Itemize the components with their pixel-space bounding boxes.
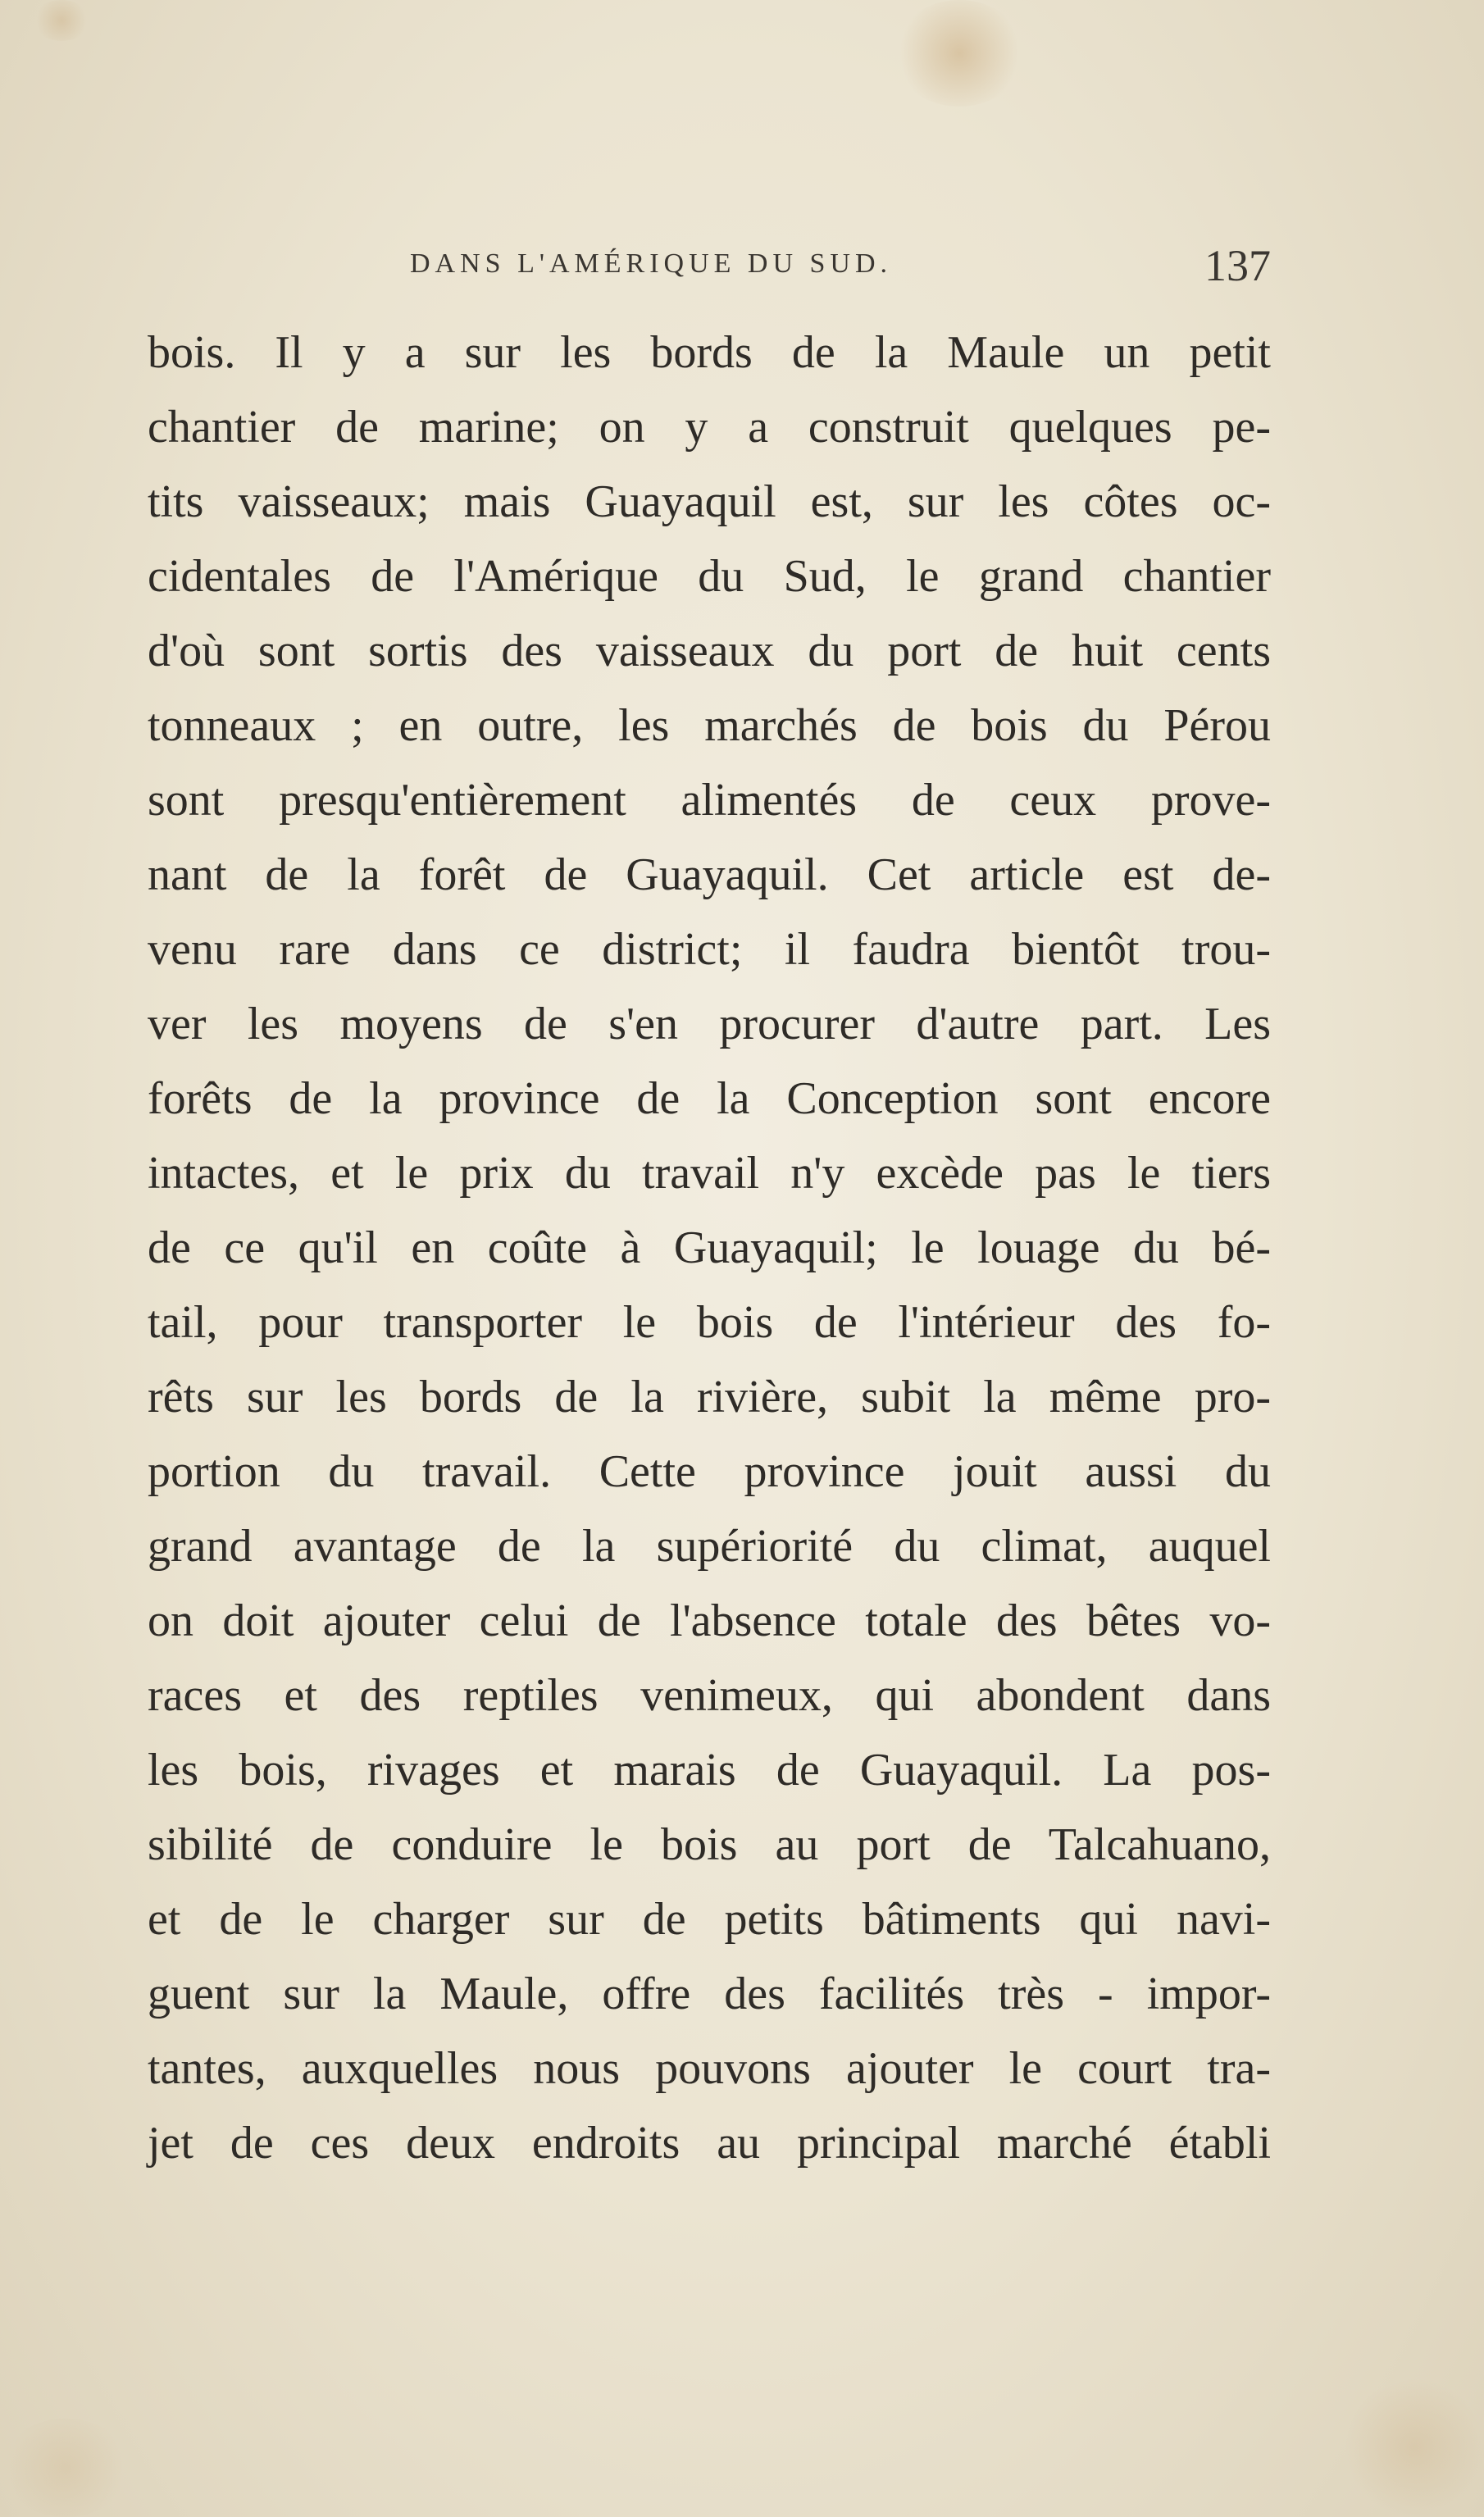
text-line: guent sur la Maule, offre des facilités très - impor- [148,1969,1271,2019]
text-line: d'où sont sortis des vaisseaux du port de huit cents [148,626,1271,676]
paper-stain [33,0,90,41]
text-line: races et des reptiles venimeux, qui abondent dans [148,1670,1271,1721]
text-line: rêts sur les bords de la rivière, subit la même pro- [148,1372,1271,1422]
text-line: forêts de la province de la Conception sont encore [148,1073,1271,1124]
text-line: cidentales de l'Amérique du Sud, le grand chantier [148,551,1271,602]
text-line: venu rare dans ce district; il faudra bientôt trou- [148,924,1271,975]
text-line: sont presqu'entièrement alimentés de ceux prove- [148,775,1271,826]
text-line: tits vaisseaux; mais Guayaquil est, sur les côtes oc- [148,476,1271,527]
page-header [148,234,1271,299]
text-line: bois. Il y a sur les bords de la Maule un petit [148,327,1271,378]
text-line: tonneaux ; en outre, les marchés de bois du Pérou [148,700,1271,751]
text-line: chantier de marine; on y a construit quelques pe- [148,402,1271,453]
text-line: nant de la forêt de Guayaquil. Cet article est de- [148,849,1271,900]
paper-stain [1345,2378,1484,2517]
text-line: les bois, rivages et marais de Guayaquil. La pos- [148,1745,1271,1796]
running-head: DANS L'AMÉRIQUE DU SUD. [410,248,893,279]
text-line: on doit ajouter celui de l'absence totale des bêtes vo- [148,1595,1271,1646]
text-line: et de le charger sur de petits bâtiments qui navi- [148,1894,1271,1945]
text-line: tail, pour transporter le bois de l'intérieur des fo- [148,1297,1271,1348]
paper-stain [894,0,1025,107]
paper-stain [0,2419,131,2517]
text-line: ver les moyens de s'en procurer d'autre part. Les [148,999,1271,1049]
text-line: tantes, auxquelles nous pouvons ajouter le court tra- [148,2043,1271,2094]
text-line: jet de ces deux endroits au principal marché établi [148,2118,1271,2169]
page-number: 137 [1204,241,1271,290]
text-line: intactes, et le prix du travail n'y excède pas le tiers [148,1148,1271,1199]
body-text [148,316,1271,2201]
text-line: grand avantage de la supériorité du climat, auquel [148,1521,1271,1572]
text-line: sibilité de conduire le bois au port de Talcahuano, [148,1819,1271,1870]
text-line: portion du travail. Cette province jouit aussi du [148,1446,1271,1497]
text-line: de ce qu'il en coûte à Guayaquil; le louage du bé- [148,1222,1271,1273]
